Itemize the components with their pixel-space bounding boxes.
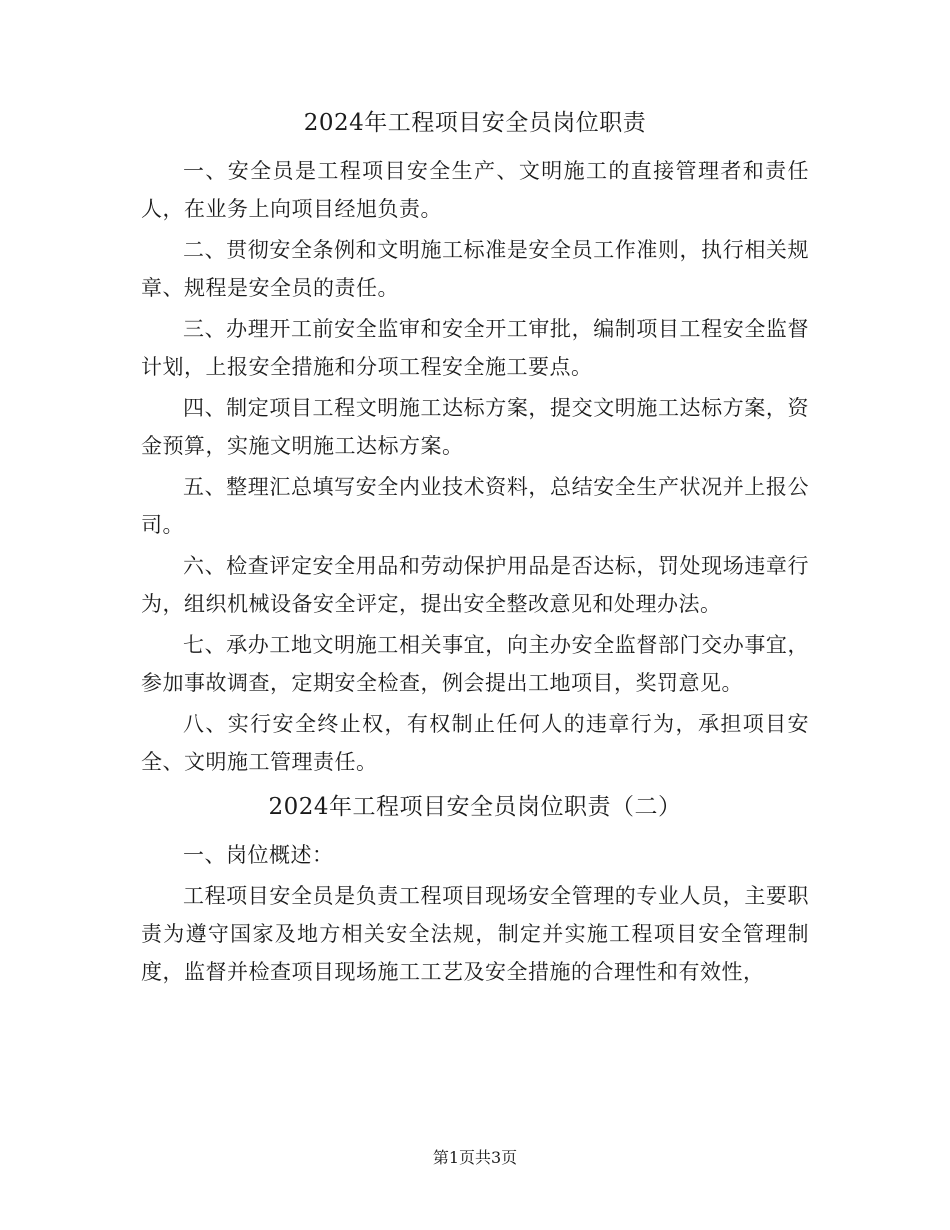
section-2-paragraph-2: 工程项目安全员是负责工程项目现场安全管理的专业人员，主要职责为遵守国家及地方相关安全法规，制定并实施工程项目安全管理制度，监督并检查项目现场施工工艺及安全措施的合理性和有效性， (141, 884, 809, 984)
paragraph-6: 六、检查评定安全用品和劳动保护用品是否达标，罚处现场违章行为，组织机械设备安全评定，提出安全整改意见和处理办法。 (141, 554, 809, 616)
document-body (141, 100, 809, 994)
paragraph-5: 五、整理汇总填写安全内业技术资料，总结安全生产状况并上报公司。 (141, 475, 809, 537)
paragraph-3: 三、办理开工前安全监审和安全开工审批，编制项目工程安全监督计划，上报安全措施和分项工程安全施工要点。 (141, 317, 809, 379)
paragraph-2: 二、贯彻安全条例和文明施工标准是安全员工作准则，执行相关规章、规程是安全员的责任。 (141, 238, 809, 300)
document-title: 2024年工程项目安全员岗位职责 (303, 110, 647, 136)
page-number-footer: 第1页共3页 (432, 1148, 518, 1167)
section-2-paragraph-1: 一、岗位概述： (183, 843, 334, 867)
paragraph-4: 四、制定项目工程文明施工达标方案，提交文明施工达标方案，资金预算，实施文明施工达标方案。 (141, 396, 809, 458)
section-2-title: 2024年工程项目安全员岗位职责（二） (268, 794, 682, 820)
paragraph-1: 一、安全员是工程项目安全生产、文明施工的直接管理者和责任人，在业务上向项目经旭负责。 (141, 159, 809, 221)
paragraph-7: 七、承办工地文明施工相关事宜，向主办安全监督部门交办事宜，参加事故调查，定期安全检查，例会提出工地项目，奖罚意见。 (141, 633, 809, 695)
paragraph-8: 八、实行安全终止权，有权制止任何人的违章行为，承担项目安全、文明施工管理责任。 (141, 712, 809, 774)
